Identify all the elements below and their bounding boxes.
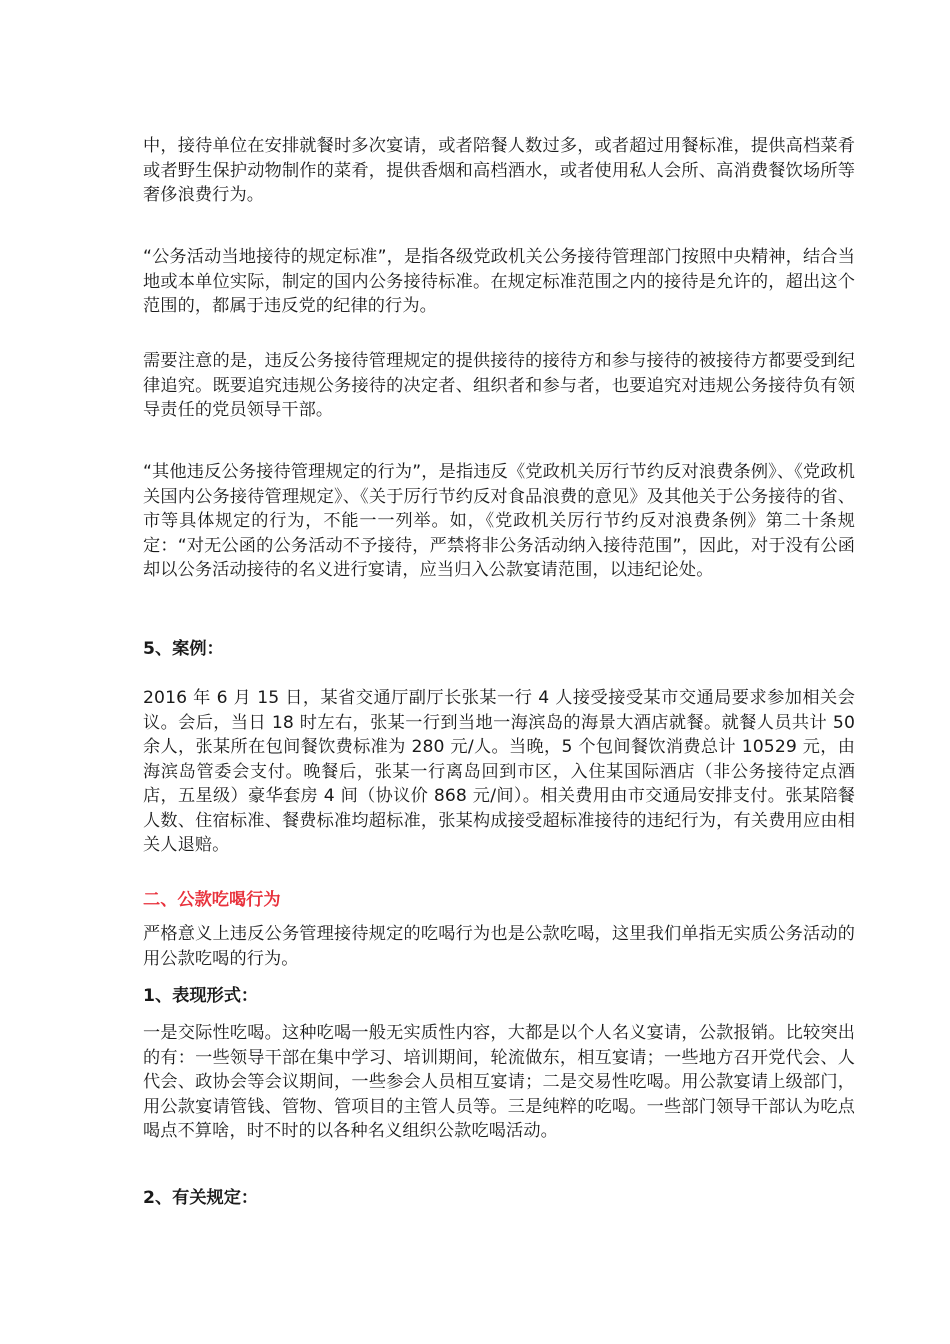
heading-case: 5、案例： [143,639,224,659]
paragraph-accountability: 需要注意的是，违反公务接待管理规定的提供接待的接待方和参与接待的被接待方都要受到纪律追究。既要追究违规公务接待的决定者、组织者和参与者，也要追究对违规公务接待负有领导责任的党员领导干部。 [143,351,855,420]
heading-forms: 1、表现形式： [143,986,259,1006]
paragraph-forms: 一是交际性吃喝。这种吃喝一般无实质性内容，大都是以个人名义宴请，公款报销。比较突出的有：一些领导干部在集中学习、培训期间，轮流做东，相互宴请；一些地方召开党代会、人代会、政协会等会议期间，一些参会人员相互宴请；二是交易性吃喝。用公款宴请上级部门，用公款宴请管钱、管物、管项目的主管人员等。三是纯粹的吃喝。一些部门领导干部认为吃点喝点不算啥，时不时的以各种名义组织公款吃喝活动。 [143,1023,855,1141]
heading-rules: 2、有关规定： [143,1188,259,1208]
paragraph-section-intro: 严格意义上违反公务管理接待规定的吃喝行为也是公款吃喝，这里我们单指无实质公务活动的用公款吃喝的行为。 [143,924,855,969]
section-title-public-funds-dining: 二、公款吃喝行为 [143,890,281,910]
paragraph-case: 2016 年 6 月 15 日，某省交通厅副厅长张某一行 4 人接受接受某市交通局要求参加相关会议。会后，当日 18 时左右，张某一行到当地一海滨岛的海景大酒店就餐。就餐人员共计 50 余人，张某所在包间餐饮费标准为 280 元/人。当晚，5 个包间餐饮消费总计 10529 元，由海滨岛管委会支付。晚餐后，张某一行离岛回到市区，入住某国际酒店（非公务接待定点酒店，五星级）豪华套房 4 间（协议价 868 元/间）。相关费用由市交通局安排支付。张某陪餐人数、住宿标准、餐费标准均超标准，张某构成接受超标准接待的违纪行为，有关费用应由相关人退赔。 [143,688,855,855]
paragraph-other-violations: “其他违反公务接待管理规定的行为”，是指违反《党政机关厉行节约反对浪费条例》、《党政机关国内公务接待管理规定》、《关于厉行节约反对食品浪费的意见》及其他关于公务接待的省、市等具体规定的行为，不能一一列举。如，《党政机关厉行节约反对浪费条例》第二十条规定：“对无公函的公务活动不予接待，严禁将非公务活动纳入接待范围”，因此，对于没有公函却以公务活动接待的名义进行宴请，应当归入公款宴请范围，以违纪论处。 [143,462,855,580]
paragraph-banquet-violations: 中，接待单位在安排就餐时多次宴请，或者陪餐人数过多，或者超过用餐标准，提供高档菜肴或者野生保护动物制作的菜肴，提供香烟和高档酒水，或者使用私人会所、高消费餐饮场所等奢侈浪费行为。 [143,136,855,205]
paragraph-local-standard: “公务活动当地接待的规定标准”，是指各级党政机关公务接待管理部门按照中央精神，结合当地或本单位实际，制定的国内公务接待标准。在规定标准范围之内的接待是允许的，超出这个范围的，都属于违反党的纪律的行为。 [143,247,855,316]
